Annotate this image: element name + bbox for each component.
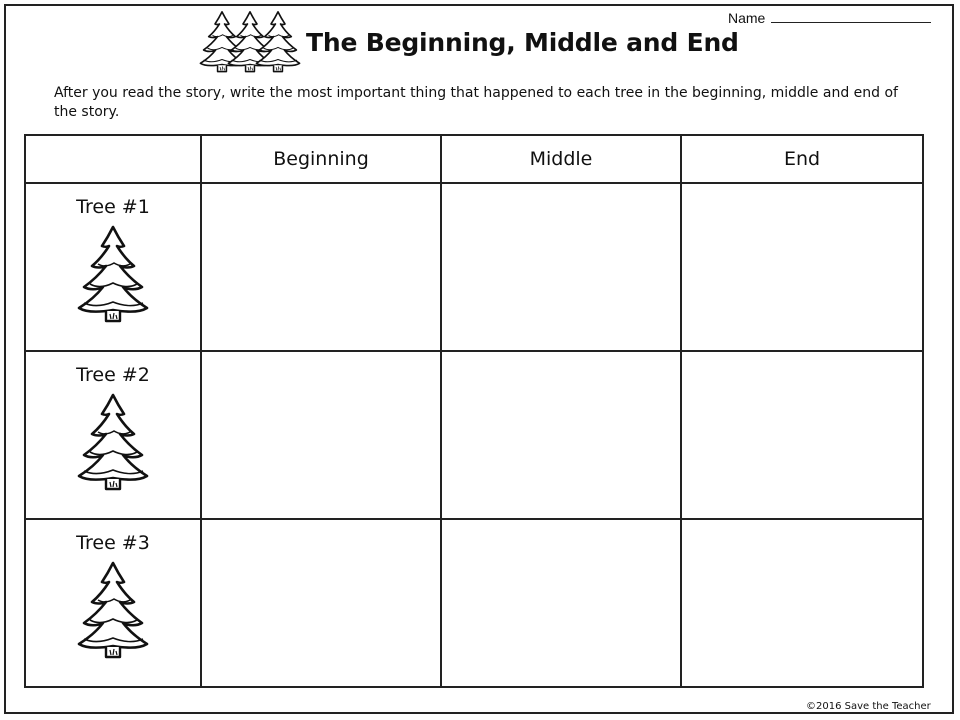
tree-label: Tree #3 <box>76 532 150 554</box>
end-write-cell[interactable] <box>681 351 923 519</box>
middle-write-cell[interactable] <box>441 183 681 351</box>
tree-label: Tree #1 <box>76 196 150 218</box>
page-title: The Beginning, Middle and End <box>306 28 739 57</box>
tree-label-cell <box>25 351 201 519</box>
middle-write-cell[interactable] <box>441 519 681 687</box>
beginning-write-cell[interactable] <box>201 519 441 687</box>
table-row <box>25 519 923 687</box>
name-blank-line[interactable] <box>771 10 931 23</box>
end-write-cell[interactable] <box>681 519 923 687</box>
tree-label-cell <box>25 519 201 687</box>
middle-write-cell[interactable] <box>441 351 681 519</box>
table-row <box>25 351 923 519</box>
header-row <box>25 135 923 183</box>
pine-tree-icon <box>73 392 153 496</box>
header-cell-empty <box>25 135 201 183</box>
copyright-text: ©2016 Save the Teacher <box>806 701 931 712</box>
header-beginning: Beginning <box>201 135 441 183</box>
tree-label: Tree #2 <box>76 364 150 386</box>
end-write-cell[interactable] <box>681 183 923 351</box>
instructions-text: After you read the story, write the most important thing that happened to each tree in the beginning, middle and end of the story. <box>54 85 898 120</box>
header-end: End <box>681 135 923 183</box>
pine-tree-icon <box>73 560 153 664</box>
name-label: Name <box>728 10 766 26</box>
beginning-write-cell[interactable] <box>201 351 441 519</box>
story-table <box>24 134 924 688</box>
name-field[interactable] <box>728 10 931 26</box>
three-trees-icon <box>196 10 304 76</box>
table-row <box>25 183 923 351</box>
header-middle: Middle <box>441 135 681 183</box>
pine-tree-icon <box>73 224 153 328</box>
tree-label-cell <box>25 183 201 351</box>
beginning-write-cell[interactable] <box>201 183 441 351</box>
